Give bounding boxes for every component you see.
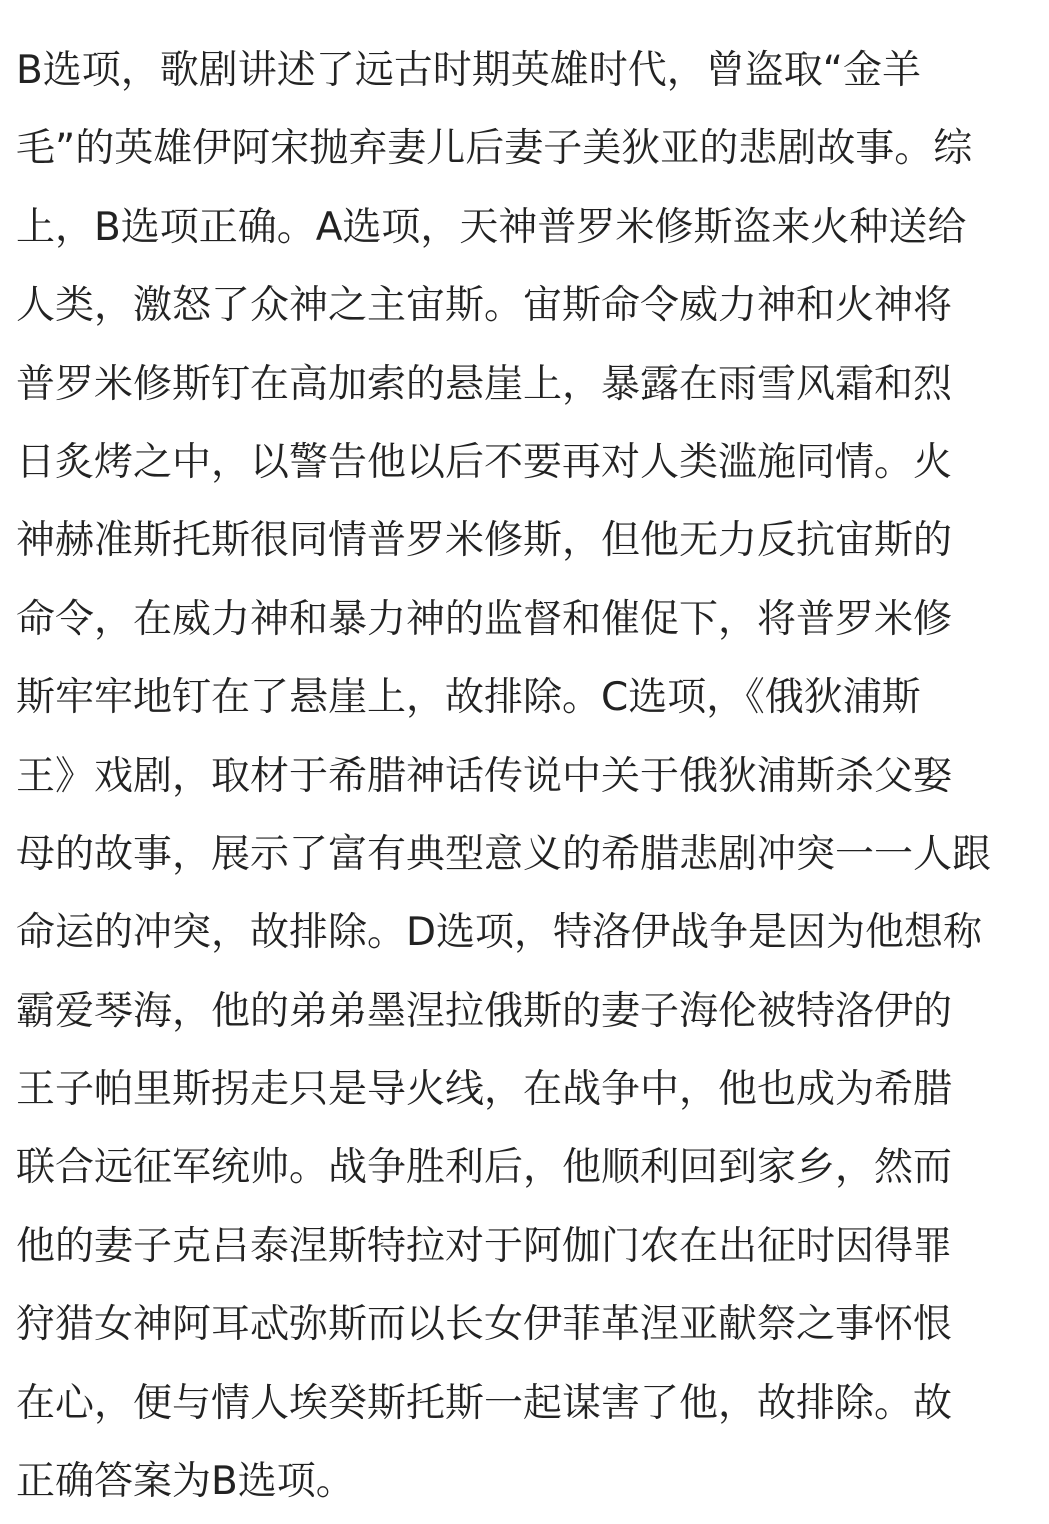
paragraph-line: 命令，在威力神和暴力神的监督和催促下，将普罗米修: [16, 596, 953, 642]
paragraph-line: 联合远征军统帅。战争胜利后，他顺利回到家乡，然而: [16, 1145, 953, 1191]
paragraph-line: 斯牢牢地钉在了悬崖上，故排除。C选项，《俄狄浦斯: [16, 675, 921, 721]
paragraph-line: 王》戏剧，取材于希腊神话传说中关于俄狄浦斯杀父娶: [16, 753, 953, 799]
paragraph-line: 他的妻子克吕泰涅斯特拉对于阿伽门农在出征时因得罪: [16, 1223, 953, 1269]
paragraph-line: 王子帕里斯拐走只是导火线，在战争中，他也成为希腊: [16, 1067, 953, 1113]
paragraph-line: 狩猎女神阿耳忒弥斯而以长女伊菲革涅亚献祭之事怀恨: [16, 1302, 953, 1348]
paragraph-line: 神赫准斯托斯很同情普罗米修斯，但他无力反抗宙斯的: [16, 518, 953, 564]
paragraph-line: 霸爱琴海，他的弟弟墨涅拉俄斯的妻子海伦被特洛伊的: [16, 988, 953, 1034]
paragraph-line: 在心，便与情人埃癸斯托斯一起谋害了他，故排除。故: [16, 1380, 953, 1426]
paragraph-line: B选项，歌剧讲述了远古时期英雄时代，曾盗取“金羊: [16, 48, 921, 93]
paragraph-line: 命运的冲突，故排除。D选项，特洛伊战争是因为他想称: [16, 910, 983, 956]
paragraph-line: 普罗米修斯钉在高加索的悬崖上，暴露在雨雪风霜和烈: [16, 361, 953, 407]
paragraph-line: 正确答案为B选项。: [16, 1459, 355, 1505]
paragraph-line: 母的故事，展示了富有典型意义的希腊悲剧冲突一一人跟: [16, 831, 992, 877]
paragraph-line: 人类，激怒了众神之主宙斯。宙斯命令威力神和火神将: [16, 283, 953, 329]
explanation-paragraph: [16, 32, 1036, 1521]
paragraph-line: 上，B选项正确。A选项，天神普罗米修斯盗来火种送给: [16, 204, 967, 250]
paragraph-line: 日炙烤之中，以警告他以后不要再对人类滥施同情。火: [16, 439, 953, 485]
paragraph-line: 毛”的英雄伊阿宋抛弃妻儿后妻子美狄亚的悲剧故事。综: [16, 126, 973, 172]
